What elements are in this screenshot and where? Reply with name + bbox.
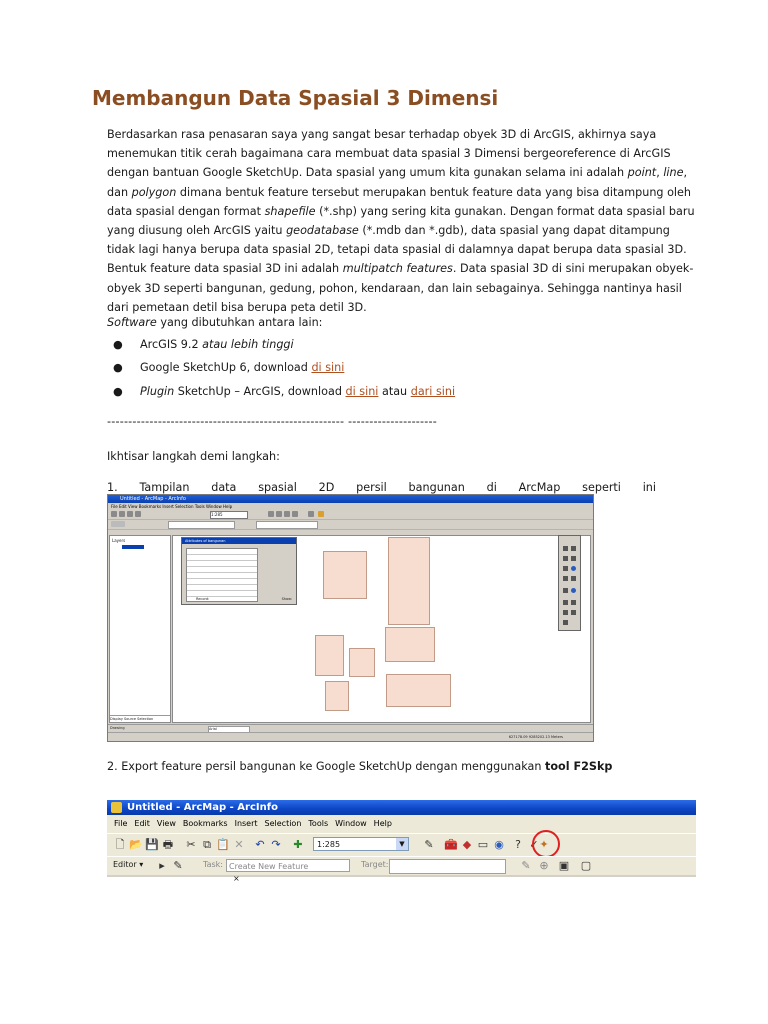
arcmap-screenshot-toolbar (107, 800, 696, 885)
summary-heading: Ikhtisar langkah demi langkah: (107, 450, 280, 463)
parcel-polygon (315, 635, 344, 676)
table-of-contents: Layers Display Source Selection (109, 535, 171, 723)
globe-icon: ◉ (494, 838, 504, 851)
new-document-icon: 🗋 (115, 838, 125, 851)
save-icon (127, 511, 133, 517)
open-icon (119, 511, 125, 517)
sketch-tool-icon: ✎ (173, 859, 183, 872)
select-icon (563, 600, 568, 605)
sketch-properties-icon: ▢ (580, 859, 592, 872)
plugin-download-link-2[interactable]: dari sini (410, 385, 456, 398)
redo-icon: ↷ (271, 838, 281, 851)
step1-word: persil (356, 481, 387, 494)
parcel-polygon (388, 537, 430, 625)
cut-icon: ✂ (186, 838, 196, 851)
open-folder-icon: 📂 (129, 838, 143, 851)
list-item: ● Plugin SketchUp – ArcGIS, download di sini atau dari sini (113, 385, 456, 398)
intro-line: menemukan titik cerah bagaimana cara membuat data spasial 3 Dimensi bergeoreference di ArcGIS (107, 147, 671, 161)
menu-bar (107, 815, 696, 833)
f2skp-icon (318, 511, 324, 517)
step1-word: di (486, 481, 497, 494)
parcel-polygon (386, 674, 451, 707)
menu-item[interactable]: Tools (308, 819, 329, 828)
step1-word: Tampilan (139, 481, 190, 494)
tool-icon (308, 511, 314, 517)
toc-edge (107, 874, 696, 885)
step1-word: spasial (258, 481, 297, 494)
standard-toolbar (107, 833, 696, 856)
step1-word: ArcMap (518, 481, 561, 494)
arcmap-screenshot-2d (107, 494, 594, 742)
tool-icon: ⊕ (539, 859, 549, 872)
window-title-bar: Untitled - ArcMap - ArcInfo (107, 800, 696, 815)
window-title: Untitled - ArcMap - ArcInfo (108, 495, 593, 503)
parcel-polygon (323, 551, 367, 599)
menu-item[interactable]: Selection (264, 819, 302, 828)
software-heading: Software yang dibutuhkan antara lain: (107, 316, 323, 329)
editor-menu-button[interactable]: Editor ▾ (113, 860, 144, 869)
menu-item[interactable]: File (114, 819, 128, 828)
arctoolbox-icon: 🧰 (444, 838, 458, 851)
intro-line: tidak lagi hanya berupa data spasial 2D, tetapi data spasial di dalamnya dapat berupa data spasial 3D. (107, 243, 687, 257)
menu-bar: File Edit View Bookmarks Insert Selection Tools Window Help (111, 504, 233, 509)
menu-item[interactable]: Help (373, 819, 392, 828)
tool-icon (563, 588, 568, 593)
editor-toolbar: Editor ▾ ▸ ✎ Task: Create New Feature Target: ✎ ⊕ ▣ ▢ (107, 856, 696, 875)
step1-word: ini (642, 481, 656, 494)
intro-line: dengan bantuan Google SketchUp. Data spasial yang umum kita gunakan selama ini adalah point, line, (107, 166, 688, 180)
intro-line: data spasial dengan format shapefile (*.shp) yang sering kita gunakan. Dengan format data spasial baru (107, 204, 695, 218)
pan-icon (563, 566, 568, 571)
menu-item[interactable]: Bookmarks (182, 819, 228, 828)
parcel-polygon (349, 648, 375, 677)
arcmap-app-icon (111, 802, 122, 813)
delete-icon: ✕ (234, 838, 244, 851)
plugin-download-link-1[interactable]: di sini (345, 385, 379, 398)
parcel-polygon (385, 627, 435, 662)
tool-icon (292, 511, 298, 517)
tool-icon (571, 576, 576, 581)
attributes-icon: ▣ (558, 859, 570, 872)
target-box (256, 521, 318, 529)
tool-icon (571, 610, 576, 615)
edit-tool-icon: ▸ (159, 859, 165, 872)
tool-icon: ✎ (521, 859, 531, 872)
intro-line: dan polygon dimana bentuk feature tersebut merupakan bentuk feature data yang bisa ditampung oleh (107, 185, 691, 199)
tool-icon (268, 511, 274, 517)
attribute-grid (186, 548, 258, 602)
paste-icon: 📋 (216, 838, 230, 851)
task-box (168, 521, 235, 529)
scale-box: 1:285 (210, 511, 248, 519)
menu-item[interactable]: Edit (134, 819, 150, 828)
step1-word: bangunan (408, 481, 465, 494)
tool-icon (563, 620, 568, 625)
page-title: Membangun Data Spasial 3 Dimensi (92, 86, 499, 110)
toolbar (108, 510, 593, 520)
highlight-circle (532, 830, 560, 858)
whats-this-icon: ? (515, 838, 521, 851)
tool-icon (284, 511, 290, 517)
list-item: ● ArcGIS 9.2 atau lebih tinggi (113, 338, 294, 351)
tool-icon (563, 576, 568, 581)
tool-icon (563, 556, 568, 561)
menu-item[interactable]: Insert (234, 819, 258, 828)
list-item: ● Google SketchUp 6, download di sini (113, 361, 345, 374)
print-icon: 🖶 (162, 838, 174, 851)
editor-menu-icon (111, 521, 125, 527)
globe-icon (571, 566, 576, 571)
map-scale-combo[interactable]: 1:285 ▼ (313, 837, 409, 851)
task-dropdown[interactable]: Create New Feature (226, 859, 350, 872)
menu-item[interactable]: Window (335, 819, 367, 828)
layout-icon: ▭ (477, 838, 489, 851)
step1-word: data (211, 481, 237, 494)
tools-palette (558, 535, 581, 631)
tool-icon (571, 556, 576, 561)
step2-text: 2. Export feature persil bangunan ke Google SketchUp dengan menggunakan tool F2Skp (107, 760, 613, 773)
zoom-in-icon (563, 546, 568, 551)
menu-item[interactable]: View (156, 819, 176, 828)
target-dropdown[interactable] (389, 859, 506, 874)
editor-toolbar-icon: ✎ (424, 838, 434, 851)
parcel-polygon (325, 681, 349, 711)
step1-word: 2D (318, 481, 335, 494)
tool-icon: ◆ (462, 838, 472, 851)
step1-word: seperti (582, 481, 621, 494)
drawing-toolbar: Drawing Arial (108, 724, 593, 733)
intro-line: Berdasarkan rasa penasaran saya yang sangat besar terhadap obyek 3D di ArcGIS, akhirnya saya (107, 128, 657, 141)
copy-icon: ⧉ (203, 838, 211, 851)
step1-word: 1. (107, 481, 118, 494)
save-icon: 💾 (145, 838, 159, 851)
identify-icon (571, 600, 576, 605)
tool-icon (276, 511, 282, 517)
separator-line: -------------------------------------------------------- --------------------- (107, 415, 437, 428)
new-icon (111, 511, 117, 517)
intro-line: yang diusung oleh ArcGIS yaitu geodatabase (*.mdb dan *.gdb), data spasial yang dapat ditampung (107, 224, 670, 238)
status-bar: 627178.09 9285202.13 Meters (108, 732, 593, 741)
tool-icon: ✓ (529, 838, 539, 851)
intro-line: dari pemetaan detil bisa berupa peta detil 3D. (107, 300, 367, 314)
editor-toolbar (108, 520, 593, 530)
intro-line: Bentuk feature data spasial 3D ini adalah multipatch features. Data spasial 3D di sini merupakan obyek- (107, 262, 694, 276)
zoom-out-icon (571, 546, 576, 551)
f2skp-tool-icon[interactable]: ✦ (539, 838, 549, 851)
intro-paragraph (107, 125, 695, 317)
close-icon: × (233, 874, 240, 883)
globe-icon (571, 588, 576, 593)
find-icon (563, 610, 568, 615)
sketchup-download-link[interactable]: di sini (311, 361, 345, 374)
add-data-icon: ✚ (293, 838, 303, 851)
attribute-table-window: Attributes of bangunan Record: Show: (181, 537, 297, 605)
undo-icon: ↶ (255, 838, 265, 851)
intro-line: obyek 3D seperti bangunan, gedung, pohon, kendaraan, dan lain sebagainya. Sehingga nantinya hasil (107, 281, 682, 295)
print-icon (135, 511, 141, 517)
